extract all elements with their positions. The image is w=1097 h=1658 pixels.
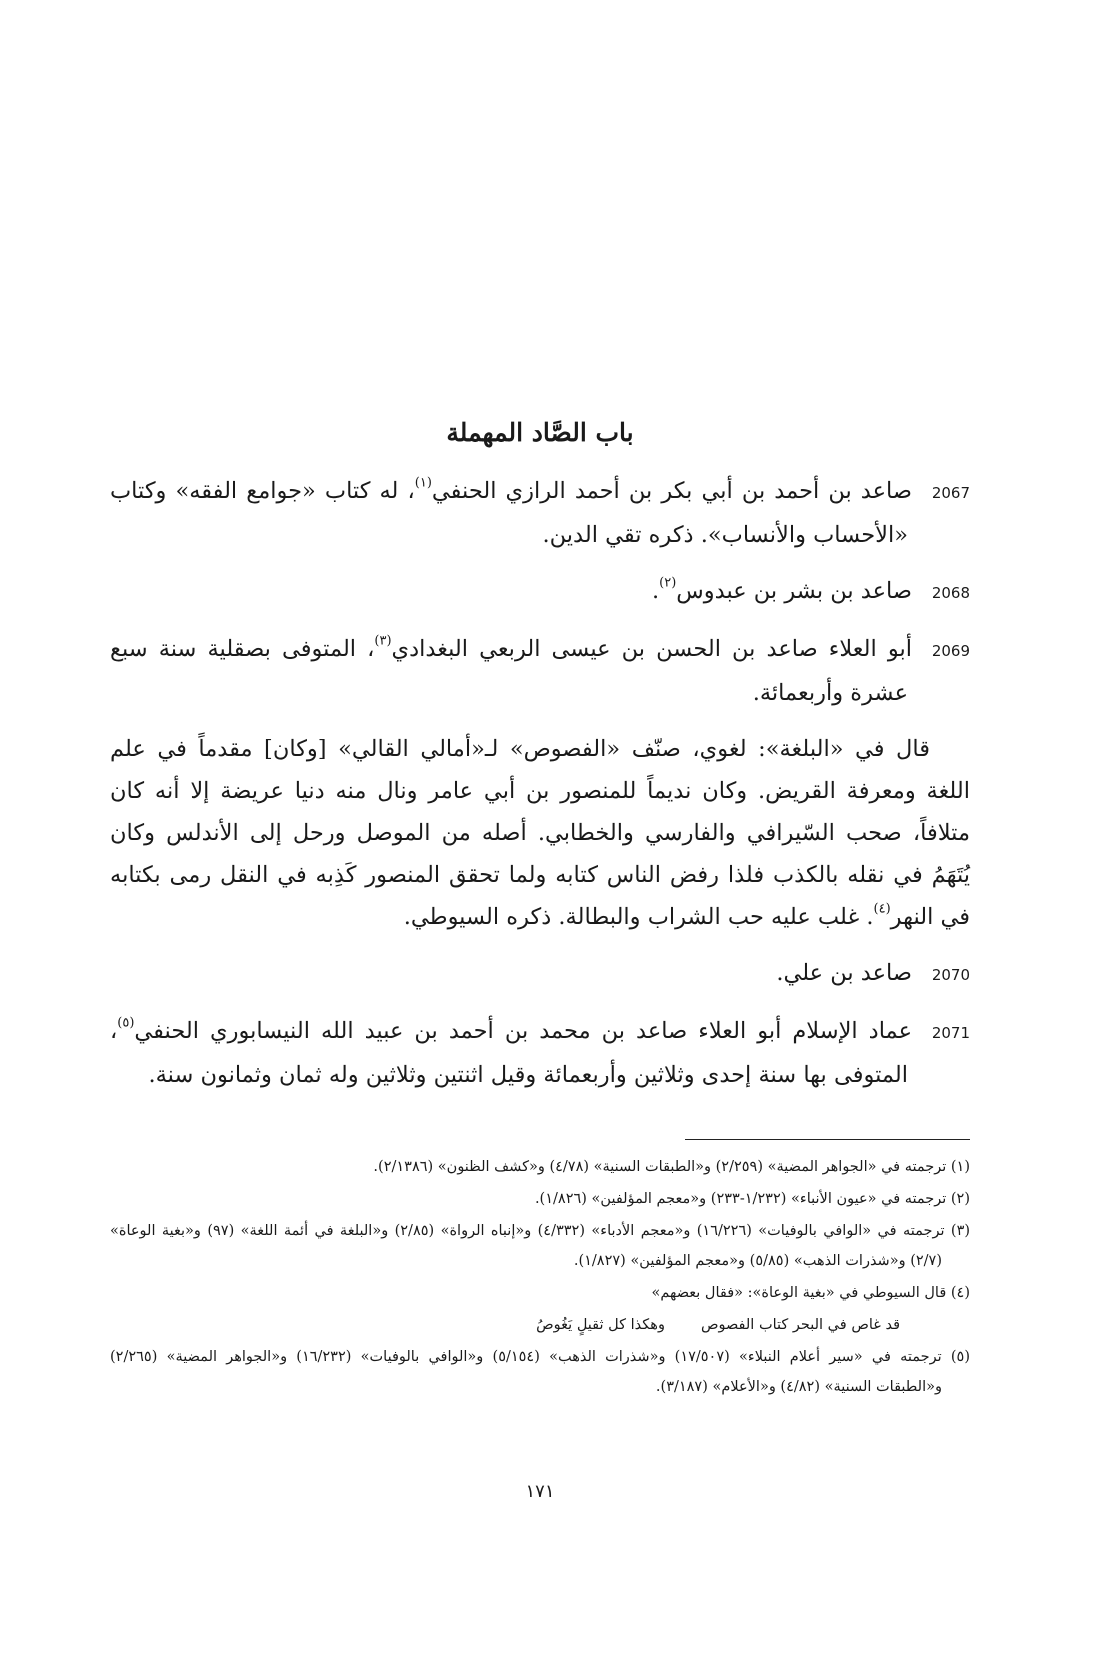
footnote-3: (٣) ترجمته في «الوافي بالوفيات» (١٦/٢٢٦) و«معجم الأدباء» (٤/٣٣٢) و«إنباه الرواة» (٢/٨٥) و«البلغة في أئمة اللغة» (٩٧) و«بغية الوعاة» (٢/٧) و«شذرات الذهب» (٥/٨٥) و«معجم المؤلفين» (١/٨٢٧). bbox=[110, 1223, 971, 1269]
footnote-2: (٢) ترجمته في «عيون الأنباء» (١/٢٣٢-٢٣٣) و«معجم المؤلفين» (١/٨٢٦). bbox=[534, 1191, 970, 1207]
paragraph-text-cont: . غلب عليه حب الشراب والبطالة. ذكره السيوطي. bbox=[403, 904, 874, 930]
entry-2068 bbox=[110, 570, 970, 614]
entry-text: صاعد بن بشر بن عبدوس bbox=[676, 578, 912, 604]
footnote-ref[interactable]: (٣) bbox=[374, 633, 392, 649]
entry-text: أبو العلاء صاعد بن الحسن بن عيسى الربعي البغدادي bbox=[391, 636, 912, 662]
entry-2069 bbox=[110, 628, 970, 714]
entry-number: 2069 bbox=[931, 642, 970, 660]
entry-2070 bbox=[110, 952, 970, 996]
footnote-4: (٤) قال السيوطي في «بغية الوعاة»: «فقال بعضهم» bbox=[651, 1285, 970, 1301]
footnote-5: (٥) ترجمته في «سير أعلام النبلاء» (١٧/٥٠٧) و«شذرات الذهب» (٥/١٥٤) و«الوافي بالوفيات» (١٦/٢٣٢) و«الجواهر المضية» (٢/٢٦٥) و«الطبقات السنية» (٤/٨٢) و«الأعلام» (٣/١٨٧). bbox=[110, 1349, 970, 1395]
footnote-divider bbox=[685, 1139, 970, 1140]
verse-first-hemistich: قد غاص في البحر كتاب الفصوص bbox=[700, 1317, 900, 1333]
entry-text: صاعد بن علي. bbox=[776, 960, 912, 986]
entry-number: 2071 bbox=[931, 1024, 970, 1042]
entry-number: 2068 bbox=[931, 584, 970, 602]
entry-2069-paragraph bbox=[110, 728, 970, 938]
footnote-ref[interactable]: (٤) bbox=[873, 901, 891, 917]
book-page bbox=[110, 0, 970, 1658]
page-number: ١٧١ bbox=[525, 1481, 555, 1502]
footnote-ref[interactable]: (١) bbox=[414, 475, 432, 491]
footnotes bbox=[110, 1152, 970, 1404]
entry-text-cont: ، المتوفى بها سنة إحدى وثلاثين وأربعمائة وقيل اثنتين وثلاثين وله ثمان وثمانون سنة. bbox=[110, 1018, 908, 1088]
entry-number: 2070 bbox=[931, 966, 970, 984]
entry-text: صاعد بن أحمد بن أبي بكر بن أحمد الرازي الحنفي bbox=[431, 478, 912, 504]
entry-text-cont: . bbox=[652, 578, 660, 604]
footnote-verse bbox=[110, 1310, 970, 1340]
entry-2067 bbox=[110, 470, 970, 556]
verse-second-hemistich: وهكذا كل ثقيلٍ يَغُوصُ bbox=[536, 1317, 665, 1333]
footnote-ref[interactable]: (٥) bbox=[117, 1015, 135, 1031]
chapter-title: باب الصَّاد المهملة bbox=[446, 418, 634, 447]
entry-text: عماد الإسلام أبو العلاء صاعد بن محمد بن أحمد بن عبيد الله النيسابوري الحنفي bbox=[134, 1018, 912, 1044]
paragraph-text: قال في «البلغة»: لغوي، صنّف «الفصوص» لـ«أمالي القالي» [وكان] مقدماً في علم اللغة ومعرفة القريض. وكان نديماً للمنصور بن أبي عامر ونال منه دنيا عريضة إلا أنه كان متلافاً، صحب السّيرافي والفارسي والخطابي. أصله من الموصل ورحل إلى الأندلس وكان يُتَهَمُ في نقله بالكذب فلذا رفض الناس كتابه ولما تحقق المنصور كَذِبه في النقل رمى بكتابه في النهر bbox=[110, 736, 970, 930]
entry-text-cont: ، المتوفى بصقلية سنة سبع عشرة وأربعمائة. bbox=[110, 636, 908, 706]
footnote-ref[interactable]: (٢) bbox=[659, 575, 677, 591]
entry-2071 bbox=[110, 1010, 970, 1096]
main-text bbox=[110, 470, 970, 1110]
entry-text-cont: ، له كتاب «جوامع الفقه» وكتاب «الأحساب والأنساب». ذكره تقي الدين. bbox=[110, 478, 908, 548]
footnote-1: (١) ترجمته في «الجواهر المضية» (٢/٢٥٩) و«الطبقات السنية» (٤/٧٨) و«كشف الظنون» (٢/١٣٨٦). bbox=[373, 1159, 970, 1175]
entry-number: 2067 bbox=[931, 484, 970, 502]
